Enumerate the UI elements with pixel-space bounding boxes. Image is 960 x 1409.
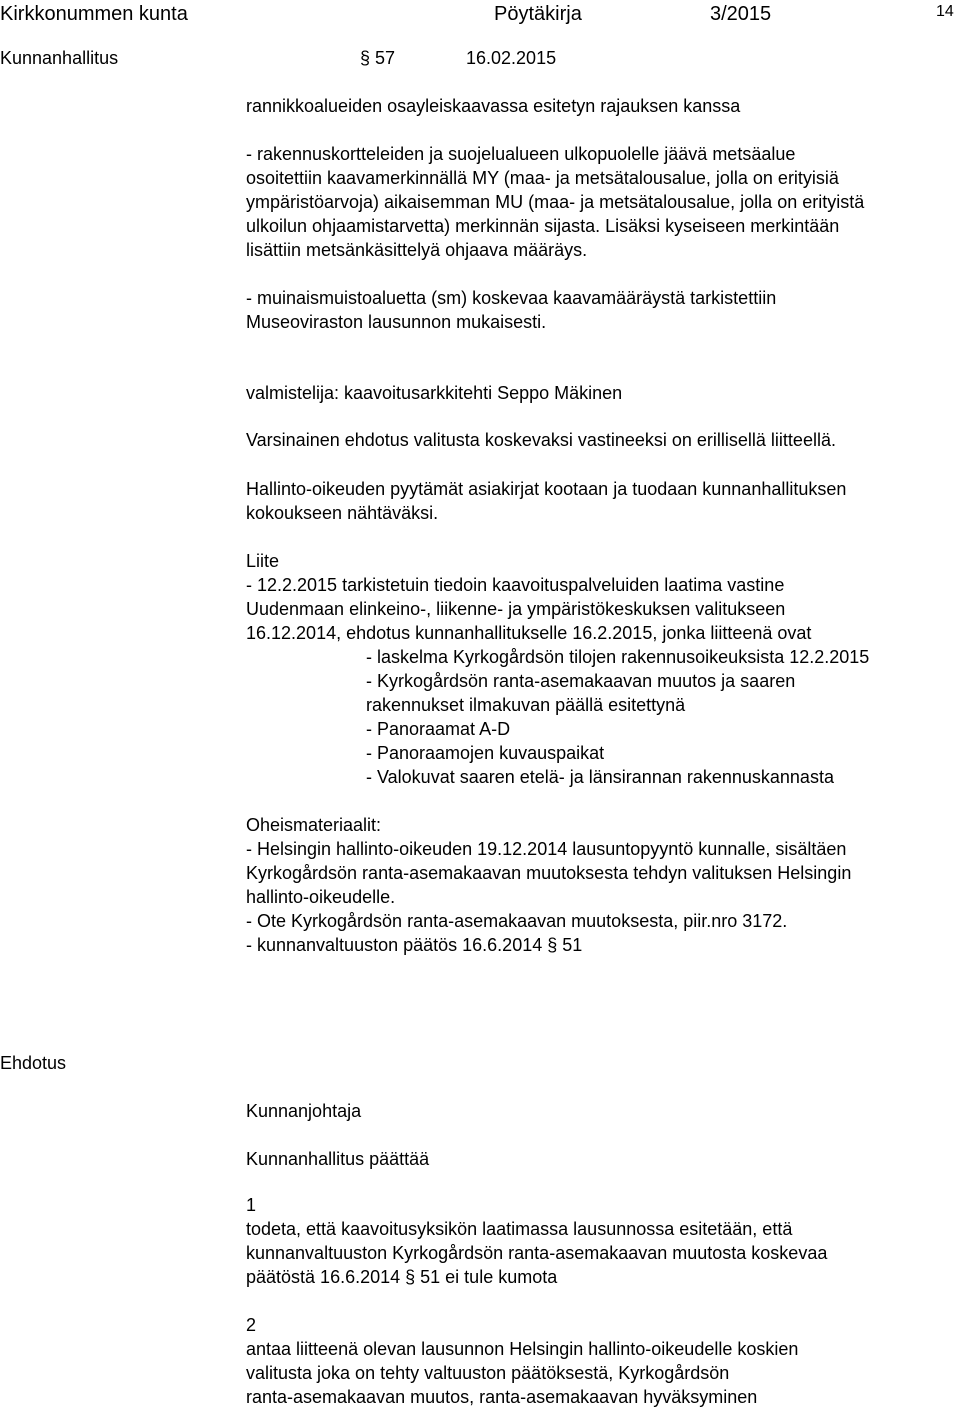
attachment-heading: Liite [246, 551, 280, 571]
preparer-line [246, 381, 958, 405]
list-item: - laskelma Kyrkogårdsön tilojen rakennusoikeuksista 12.2.2015 [366, 647, 870, 667]
municipality-name: Kirkkonummen kunta [0, 3, 188, 25]
court-documents-paragraph [246, 477, 958, 525]
text-line: - Ote Kyrkogårdsön ranta-asemakaavan muutoksesta, piir.nro 3172. [246, 911, 788, 931]
decision-point-2 [246, 1313, 958, 1409]
attachment-sub-items [366, 645, 869, 789]
text-line: ulkoilun ohjaamistarvetta) merkinnän sijasta. Lisäksi kyseiseen merkintään [246, 216, 840, 236]
attachment-section [246, 549, 958, 645]
related-material-section [246, 813, 958, 957]
text-line: kunnanvaltuuston Kyrkogårdsön ranta-asemakaavan muutosta koskevaa [246, 1243, 828, 1263]
text-line: rannikkoalueiden osayleiskaavassa esitetyn rajauksen kanssa [246, 96, 741, 116]
proposer [246, 1099, 958, 1123]
section-number: § 57 [360, 48, 396, 68]
text-line: Kunnanjohtaja [246, 1101, 362, 1121]
list-item: - Panoraamat A-D [366, 719, 511, 739]
text-line: Kunnanhallitus päättää [246, 1149, 430, 1169]
intro-paragraph [246, 94, 958, 118]
decision-heading [246, 1147, 958, 1171]
meeting-body: Kunnanhallitus [0, 48, 119, 68]
text-line: - muinaismuistoaluetta (sm) koskevaa kaavamääräystä tarkistettiin [246, 288, 777, 308]
zoning-change-item-forest [246, 142, 958, 262]
text-line: antaa liitteenä olevan lausunnon Helsingin hallinto-oikeudelle koskien [246, 1339, 799, 1359]
text-line: Hallinto-oikeuden pyytämät asiakirjat kootaan ja tuodaan kunnanhallituksen [246, 479, 847, 499]
text-line: Uudenmaan elinkeino-, liikenne- ja ympäristökeskuksen valitukseen [246, 599, 786, 619]
text-line: Museoviraston lausunnon mukaisesti. [246, 312, 547, 332]
text-line: Varsinainen ehdotus valitusta koskevaksi vastineeksi on erillisellä liitteellä. [246, 430, 836, 450]
text-line: ympäristöarvoja) aikaisemman MU (maa- ja metsätalousalue, jolla on erityistä [246, 192, 865, 212]
text-line: Kyrkogårdsön ranta-asemakaavan muutoksesta tehdyn valituksen Helsingin [246, 863, 852, 883]
document-number: 3/2015 [710, 3, 772, 25]
text-line: hallinto-oikeudelle. [246, 887, 396, 907]
proposal-side-label: Ehdotus [0, 1053, 67, 1073]
point-number: 1 [246, 1195, 257, 1215]
text-line: - kunnanvaltuuston päätös 16.6.2014 § 51 [246, 935, 583, 955]
document-type: Pöytäkirja [494, 3, 582, 25]
list-item: - Kyrkogårdsön ranta-asemakaavan muutos ja saaren [366, 671, 796, 691]
zoning-change-item-antiquities [246, 286, 958, 334]
meeting-date: 16.02.2015 [466, 48, 557, 68]
list-item: - Panoraamojen kuvauspaikat [366, 743, 605, 763]
text-line: kokoukseen nähtäväksi. [246, 503, 439, 523]
original-proposal-note [246, 428, 958, 452]
list-item: rakennukset ilmakuvan päällä esitettynä [366, 695, 686, 715]
page-number: 14 [936, 3, 954, 20]
text-line: lisättiin metsänkäsittelyä ohjaava määräys. [246, 240, 588, 260]
text-line: - 12.2.2015 tarkistetuin tiedoin kaavoituspalveluiden laatima vastine [246, 575, 785, 595]
point-number: 2 [246, 1315, 257, 1335]
decision-point-1 [246, 1193, 958, 1289]
text-line: osoitettiin kaavamerkinnällä MY (maa- ja metsätalousalue, jolla on erityisiä [246, 168, 839, 188]
text-line: - Helsingin hallinto-oikeuden 19.12.2014 lausuntopyyntö kunnalle, sisältäen [246, 839, 847, 859]
text-line: valitusta joka on tehty valtuuston päätöksestä, Kyrkogårdsön [246, 1363, 730, 1383]
related-material-heading: Oheismateriaalit: [246, 815, 382, 835]
list-item: - Valokuvat saaren etelä- ja länsirannan rakennuskannasta [366, 767, 834, 787]
text-line: 16.12.2014, ehdotus kunnanhallitukselle 16.2.2015, jonka liitteenä ovat [246, 623, 812, 643]
text-line: ranta-asemakaavan muutos, ranta-asemakaavan hyväksyminen [246, 1387, 758, 1407]
text-line: - rakennuskortteleiden ja suojelualueen ulkopuolelle jäävä metsäalue [246, 144, 796, 164]
text-line: valmistelija: kaavoitusarkkitehti Seppo Mäkinen [246, 383, 623, 403]
text-line: todeta, että kaavoitusyksikön laatimassa lausunnossa esitetään, että [246, 1219, 793, 1239]
text-line: päätöstä 16.6.2014 § 51 ei tule kumota [246, 1267, 558, 1287]
